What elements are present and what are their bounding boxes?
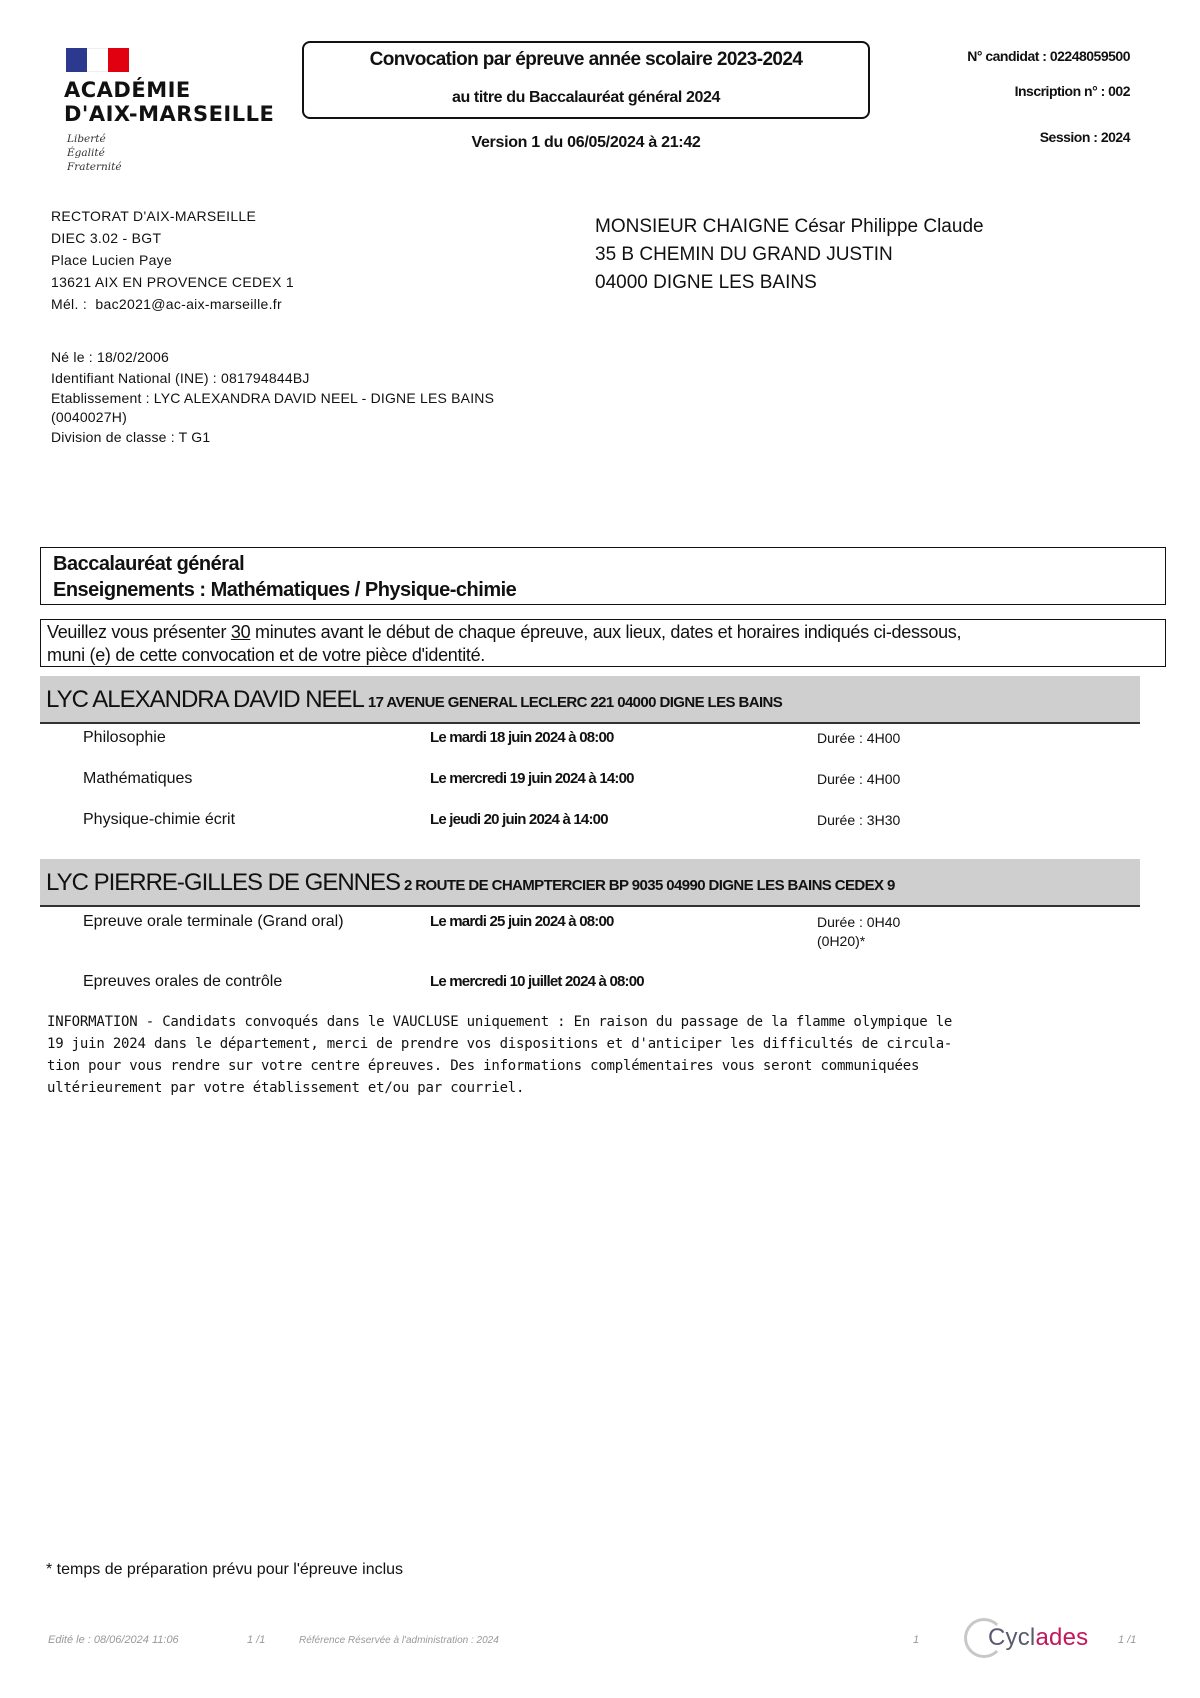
flag-red-band xyxy=(108,48,129,72)
notice-line-1 xyxy=(47,621,1159,644)
notice-text-before: Veuillez vous présenter xyxy=(47,622,231,642)
document-title: Convocation par épreuve année scolaire 2023-2024 xyxy=(369,49,803,70)
candidate-school: Etablissement : LYC ALEXANDRA DAVID NEEL - DIGNE LES BAINS xyxy=(51,390,495,406)
logo-part-2: ades xyxy=(1035,1624,1089,1651)
footer-page-right: 1 /1 xyxy=(1118,1634,1137,1646)
recipient-city: 04000 DIGNE LES BAINS xyxy=(595,272,817,293)
sender-mail-line xyxy=(51,293,294,315)
motto-liberte: Liberté xyxy=(67,133,106,145)
recipient-name: MONSIEUR CHAIGNE César Philippe Claude xyxy=(595,216,984,237)
candidate-number: N° candidat : 02248059500 xyxy=(967,48,1130,64)
exam-duration: Durée : 3H30 xyxy=(817,812,901,828)
recipient-address xyxy=(595,213,984,297)
notice-minutes: 30 xyxy=(230,622,251,642)
academy-region: D'AIX-MARSEILLE xyxy=(64,102,275,126)
bac-box xyxy=(40,547,1166,605)
footer-page-left: 1 /1 xyxy=(247,1634,266,1646)
notice-text-after: minutes avant le début de chaque épreuve, aux lieux, dates et horaires indiqués ci-dessous, xyxy=(250,622,962,642)
notice-line-2: muni (e) de cette convocation et de votre pièce d'identité. xyxy=(47,645,486,665)
bac-title: Baccalauréat général xyxy=(53,553,245,575)
info-line: INFORMATION - Candidats convoqués dans le VAUCLUSE uniquement : En raison du passage de la flamme olympique le xyxy=(47,1014,953,1030)
exam-date: Le mardi 25 juin 2024 à 08:00 xyxy=(430,913,614,930)
exam-date: Le mercredi 19 juin 2024 à 14:00 xyxy=(430,770,634,787)
venue-name: LYC ALEXANDRA DAVID NEEL xyxy=(46,686,364,713)
mail-label: Mél. : xyxy=(51,296,88,312)
arrival-notice xyxy=(40,619,1166,667)
venue-name: LYC PIERRE-GILLES DE GENNES xyxy=(46,869,400,896)
document-subtitle: au titre du Baccalauréat général 2024 xyxy=(452,89,720,106)
cyclades-wordmark xyxy=(988,1624,1088,1652)
academy-logo-text xyxy=(64,78,274,126)
document-title-box xyxy=(302,41,870,119)
french-flag-icon xyxy=(66,48,129,72)
recipient-street: 35 B CHEMIN DU GRAND JUSTIN xyxy=(595,244,893,265)
olympic-flame-information xyxy=(47,1011,1147,1099)
exam-date: Le mercredi 10 juillet 2024 à 08:00 xyxy=(430,973,644,990)
footer-page-number: 1 xyxy=(913,1634,920,1646)
exam-duration: Durée : 0H40 xyxy=(817,914,901,930)
bac-specialties: Enseignements : Mathématiques / Physique-chimie xyxy=(53,579,517,601)
inscription-number: Inscription n° : 002 xyxy=(1014,83,1130,99)
footer-reference: Référence Réservée à l'administration : 2024 xyxy=(299,1635,499,1646)
sender-email: bac2021@ac-aix-marseille.fr xyxy=(95,296,282,312)
sender-line: Place Lucien Paye xyxy=(51,252,173,268)
candidate-details xyxy=(51,347,494,448)
motto-egalite: Égalité xyxy=(67,147,105,159)
academy-name: ACADÉMIE xyxy=(64,78,191,102)
candidate-school-code: (0040027H) xyxy=(51,409,127,425)
flag-blue-band xyxy=(66,48,87,72)
sender-line: 13621 AIX EN PROVENCE CEDEX 1 xyxy=(51,274,294,290)
exam-subject: Physique-chimie écrit xyxy=(83,811,236,828)
venue-name-line xyxy=(46,869,895,897)
flag-white-band xyxy=(87,48,108,72)
sender-address xyxy=(51,205,294,315)
cyclades-logo xyxy=(964,1618,1104,1666)
exam-subject: Epreuves orales de contrôle xyxy=(83,973,283,990)
venue-header xyxy=(40,859,1140,907)
venue-address: 2 ROUTE DE CHAMPTERCIER BP 9035 04990 DIGNE LES BAINS CEDEX 9 xyxy=(404,877,895,894)
exam-subject: Philosophie xyxy=(83,729,166,746)
exam-duration: Durée : 4H00 xyxy=(817,771,901,787)
info-line: tion pour vous rendre sur votre centre épreuves. Des informations complémentaires vous seront communiquées xyxy=(47,1058,920,1074)
motto-fraternite: Fraternité xyxy=(67,161,122,173)
sender-line: RECTORAT D'AIX-MARSEILLE xyxy=(51,208,257,224)
document-version: Version 1 du 06/05/2024 à 21:42 xyxy=(471,134,701,151)
candidate-birthdate: Né le : 18/02/2006 xyxy=(51,349,170,365)
sender-line: DIEC 3.02 - BGT xyxy=(51,230,162,246)
venue-name-line xyxy=(46,686,782,714)
exam-duration: Durée : 4H00 xyxy=(817,730,901,746)
session-year: Session : 2024 xyxy=(1039,129,1130,145)
exam-duration-block xyxy=(817,913,900,951)
exam-preparation-time: (0H20)* xyxy=(817,933,866,949)
exam-subject: Epreuve orale terminale (Grand oral) xyxy=(83,913,344,930)
exam-date: Le mardi 18 juin 2024 à 08:00 xyxy=(430,729,614,746)
footer-edited-date: Edité le : 08/06/2024 11:06 xyxy=(48,1634,179,1646)
exam-date: Le jeudi 20 juin 2024 à 14:00 xyxy=(430,811,608,828)
exam-subject: Mathématiques xyxy=(83,770,193,787)
candidate-ine: Identifiant National (INE) : 081794844BJ xyxy=(51,370,310,386)
preparation-footnote: * temps de préparation prévu pour l'épreuve inclus xyxy=(46,1561,404,1578)
candidate-division: Division de classe : T G1 xyxy=(51,429,211,445)
info-line: 19 juin 2024 dans le département, merci de prendre vos dispositions et d'anticiper les difficultés de circula- xyxy=(47,1036,953,1052)
info-line: ultérieurement par votre établissement et/ou par courriel. xyxy=(47,1080,525,1096)
venue-header xyxy=(40,676,1140,724)
republic-motto xyxy=(67,132,122,174)
logo-part-1: Cycl xyxy=(988,1624,1036,1651)
venue-address: 17 AVENUE GENERAL LECLERC 221 04000 DIGNE LES BAINS xyxy=(367,694,783,711)
